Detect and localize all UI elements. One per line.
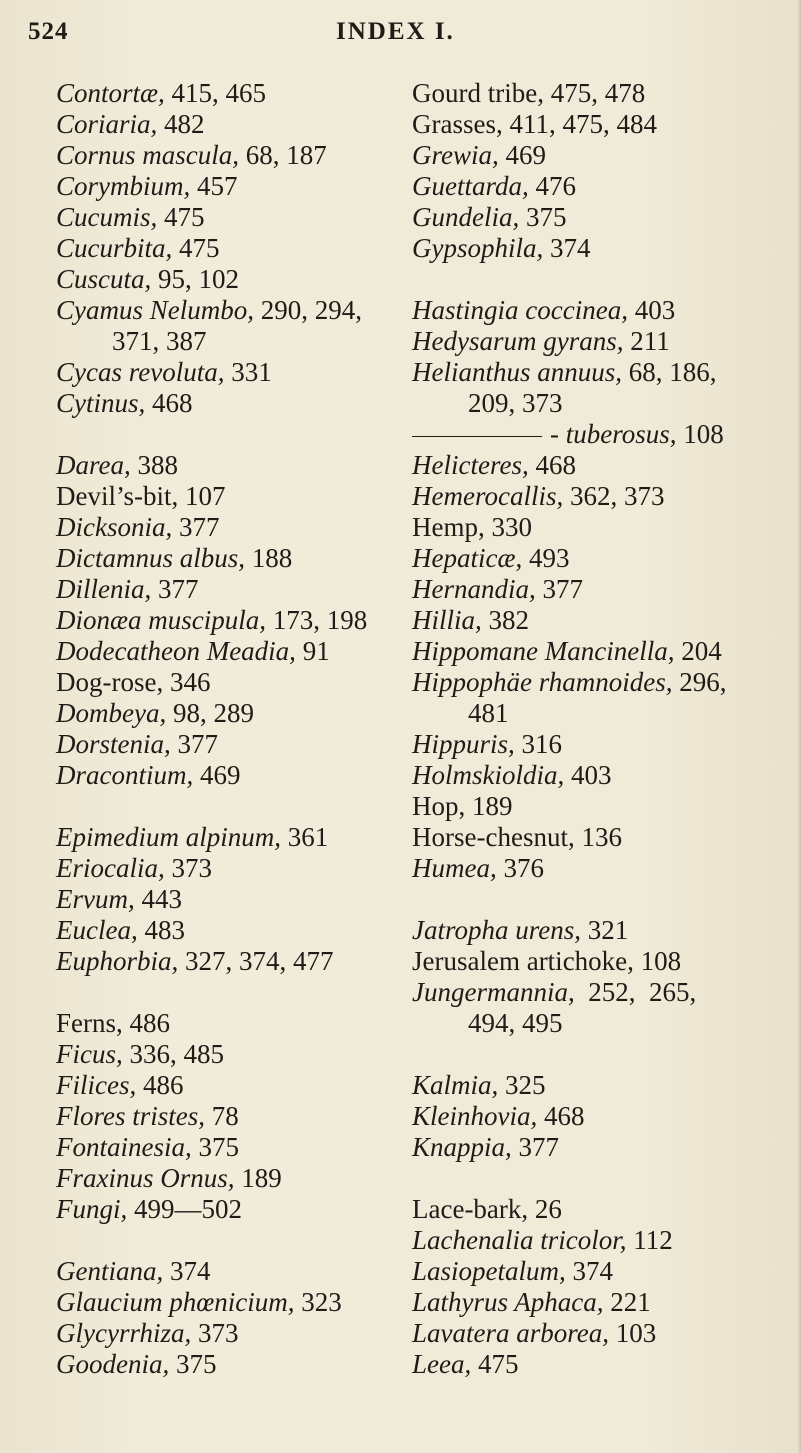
entry-name: Dictamnus albus, (56, 543, 245, 573)
entry-pages: 377 (535, 574, 583, 604)
index-entry (56, 1194, 401, 1225)
index-entry (56, 543, 401, 574)
index-entry (56, 109, 401, 140)
entry-name: Glaucium phœnicium, (56, 1287, 295, 1317)
entry-pages: 321 (581, 915, 629, 945)
entry-pages: 374 (163, 1256, 211, 1286)
entry-name: Hernandia, (412, 574, 536, 604)
entry-pages: 443 (134, 884, 182, 914)
index-entry (56, 264, 401, 295)
index-entry (56, 388, 401, 419)
entry-pages: 252, 265, (574, 977, 697, 1007)
entry-name: Flores tristes, (56, 1101, 206, 1131)
entry-pages: 103 (609, 1318, 657, 1348)
entry-pages: 494, 495 (468, 1008, 563, 1038)
index-entry (56, 729, 401, 760)
entry-name: Holmskioldia, (412, 760, 565, 790)
entry-pages: 371, 387 (112, 326, 207, 356)
running-head: INDEX I. (336, 18, 455, 45)
entry-name: Grewia, (412, 140, 499, 170)
entry-pages: 457 (190, 171, 238, 201)
entry-name: Lachenalia tricolor, (412, 1225, 627, 1255)
index-entry (56, 574, 401, 605)
entry-name: Corymbium, (56, 171, 191, 201)
entry-pages: 188 (245, 543, 293, 573)
entry-pages: 499—502 (127, 1194, 242, 1224)
entry-pages: 373 (164, 853, 212, 883)
entry-pages: Hop, 189 (412, 791, 513, 821)
index-entry (412, 822, 792, 853)
index-entry (56, 760, 401, 791)
entry-name: Dionæa muscipula, (56, 605, 267, 635)
index-entry (56, 357, 401, 388)
section-gap (56, 977, 401, 1008)
index-entry (56, 636, 401, 667)
index-entry (412, 853, 792, 884)
entry-pages: 376 (496, 853, 544, 883)
index-entry (412, 202, 792, 233)
entry-pages: 68, 187 (239, 140, 327, 170)
entry-pages: Devil’s-bit, 107 (56, 481, 226, 511)
entry-name: Dracontium, (56, 760, 194, 790)
index-entry (412, 140, 792, 171)
index-entry (412, 977, 792, 1008)
index-entry (412, 729, 792, 760)
index-entry (412, 481, 792, 512)
index-entry (412, 667, 792, 698)
entry-name: Filices, (56, 1070, 137, 1100)
entry-pages: 377 (170, 729, 218, 759)
entry-pages: 325 (498, 1070, 546, 1100)
page-edge-shadow (797, 0, 801, 1453)
index-entry (56, 512, 401, 543)
entry-pages: 108 (676, 419, 724, 449)
index-entry-continuation (412, 698, 792, 729)
entry-name: Hippophäe rhamnoides, (412, 667, 673, 697)
index-entry (412, 915, 792, 946)
entry-pages: Lace-bark, 26 (412, 1194, 562, 1224)
index-entry (412, 636, 792, 667)
entry-name: Lavatera arborea, (412, 1318, 609, 1348)
entry-name: Fungi, (56, 1194, 128, 1224)
entry-pages: 375 (519, 202, 567, 232)
index-entry (56, 884, 401, 915)
section-gap (412, 264, 792, 295)
index-entry (412, 1132, 792, 1163)
index-entry (56, 1349, 401, 1380)
index-entry (412, 543, 792, 574)
ditto-rule (412, 436, 542, 437)
section-gap (56, 419, 401, 450)
entry-pages: 403 (564, 760, 612, 790)
entry-name: Fontainesia, (56, 1132, 192, 1162)
entry-name: Gundelia, (412, 202, 520, 232)
entry-name: Jatropha urens, (412, 915, 581, 945)
entry-pages: 362, 373 (563, 481, 665, 511)
entry-name: Gentiana, (56, 1256, 164, 1286)
entry-pages: 468 (145, 388, 193, 418)
index-entry (56, 202, 401, 233)
entry-name: Cucumis, (56, 202, 158, 232)
entry-name: Coriaria, (56, 109, 158, 139)
entry-pages: 476 (528, 171, 576, 201)
entry-name: Gypsophila, (412, 233, 544, 263)
entry-pages: 204 (674, 636, 722, 666)
entry-name: Helicteres, (412, 450, 529, 480)
entry-name: Cycas revoluta, (56, 357, 225, 387)
index-entry (412, 450, 792, 481)
entry-name: Fraxinus Ornus, (56, 1163, 235, 1193)
index-entry-continuation (412, 388, 792, 419)
entry-pages: 415, 465 (164, 78, 267, 108)
index-entry (412, 171, 792, 202)
entry-pages: 382 (481, 605, 530, 635)
index-entry (56, 233, 401, 264)
section-gap (56, 1225, 401, 1256)
entry-pages: 221 (603, 1287, 651, 1317)
entry-pages: 211 (623, 326, 670, 356)
entry-pages: 189 (234, 1163, 282, 1193)
entry-pages: 78 (205, 1101, 239, 1131)
entry-name: Euphorbia, (56, 946, 179, 976)
entry-name: Guettarda, (412, 171, 529, 201)
index-entry (412, 1101, 792, 1132)
entry-pages: 290, 294, (254, 295, 362, 325)
entry-pages: 375 (169, 1349, 217, 1379)
entry-pages: Hemp, 330 (412, 512, 532, 542)
entry-name: Hippomane Mancinella, (412, 636, 675, 666)
entry-pages: 469 (193, 760, 241, 790)
entry-pages: 475 (172, 233, 220, 263)
entry-pages: 374 (565, 1256, 614, 1286)
entry-pages: 112 (626, 1225, 673, 1255)
index-entry (56, 1039, 401, 1070)
entry-name: Dicksonia, (56, 512, 173, 542)
entry-pages: 377 (511, 1132, 560, 1162)
index-entry (412, 605, 792, 636)
entry-pages: 375 (191, 1132, 239, 1162)
entry-name: Knappia, (412, 1132, 512, 1162)
entry-name: Hippuris, (412, 729, 515, 759)
entry-name: Glycyrrhiza, (56, 1318, 192, 1348)
entry-name: Hastingia coccinea, (412, 295, 628, 325)
entry-name: Hepaticæ, (412, 543, 523, 573)
entry-pages: 403 (627, 295, 676, 325)
entry-pages: Grasses, 411, 475, 484 (412, 109, 657, 139)
entry-name: Kalmia, (412, 1070, 499, 1100)
entry-pages: 336, 485 (122, 1039, 224, 1069)
index-entry (56, 1318, 401, 1349)
entry-name: Cuscuta, (56, 264, 152, 294)
entry-pages: 468 (537, 1101, 585, 1131)
index-entry (56, 295, 401, 326)
entry-name: Eriocalia, (56, 853, 165, 883)
entry-pages: 486 (136, 1070, 184, 1100)
index-entry (412, 233, 792, 264)
index-entry (56, 1101, 401, 1132)
entry-name: Lasiopetalum, (412, 1256, 566, 1286)
index-entry (56, 171, 401, 202)
entry-pages: 95, 102 (151, 264, 240, 294)
index-entry (412, 295, 792, 326)
entry-name: Cucurbita, (56, 233, 173, 263)
entry-name: Humea, (412, 853, 497, 883)
entry-pages: 361 (280, 822, 329, 852)
entry-name: Ervum, (56, 884, 135, 914)
entry-name: Leea, (412, 1349, 472, 1379)
entry-name: Epimedium alpinum, (56, 822, 281, 852)
entry-name: Cyamus Nelumbo, (56, 295, 254, 325)
entry-pages: 482 (157, 109, 205, 139)
index-entry (56, 667, 401, 698)
entry-name: Goodenia, (56, 1349, 170, 1379)
index-entry (56, 605, 401, 636)
entry-name: Hillia, (412, 605, 482, 635)
section-gap (412, 884, 792, 915)
section-gap (412, 1039, 792, 1070)
index-entry (412, 78, 792, 109)
entry-name: Cytinus, (56, 388, 146, 418)
entry-pages: 377 (172, 512, 220, 542)
entry-name: Lathyrus Aphaca, (412, 1287, 604, 1317)
index-entry (412, 419, 792, 450)
section-gap (412, 1163, 792, 1194)
entry-pages: 388 (130, 450, 178, 480)
index-entry (412, 1225, 792, 1256)
entry-pages: 209, 373 (468, 388, 563, 418)
index-entry (412, 791, 792, 822)
entry-pages: 377 (151, 574, 199, 604)
index-entry (56, 946, 401, 977)
entry-pages: 475 (157, 202, 205, 232)
entry-pages: 98, 289 (166, 698, 254, 728)
index-entry (56, 1070, 401, 1101)
entry-pages: 323 (294, 1287, 342, 1317)
index-entry (56, 1287, 401, 1318)
index-entry (412, 1318, 792, 1349)
entry-name: Dombeya, (56, 698, 167, 728)
entry-pages: 327, 374, 477 (178, 946, 334, 976)
index-entry (56, 481, 401, 512)
entry-pages: 68, 186, (622, 357, 717, 387)
entry-pages: 373 (191, 1318, 239, 1348)
entry-pages: 331 (224, 357, 272, 387)
index-entry (56, 1132, 401, 1163)
entry-name: Dillenia, (56, 574, 152, 604)
entry-name: Kleinhovia, (412, 1101, 538, 1131)
entry-pages: 374 (543, 233, 591, 263)
index-entry (56, 853, 401, 884)
entry-name: Contortæ, (56, 78, 165, 108)
section-gap (56, 791, 401, 822)
entry-pages: Horse-chesnut, 136 (412, 822, 622, 852)
entry-pages: 475 (471, 1349, 519, 1379)
entry-name: Hedysarum gyrans, (412, 326, 624, 356)
entry-pages: Dog-rose, 346 (56, 667, 211, 697)
index-entry (412, 326, 792, 357)
entry-pages: 481 (468, 698, 509, 728)
entry-name: Hemerocallis, (412, 481, 564, 511)
index-column-right (412, 78, 792, 1380)
index-entry (56, 140, 401, 171)
entry-name: Ficus, (56, 1039, 123, 1069)
index-entry (56, 78, 401, 109)
entry-pages: 469 (498, 140, 546, 170)
index-entry (412, 760, 792, 791)
page-header (28, 18, 773, 48)
index-entry (412, 1070, 792, 1101)
entry-pages: 296, (672, 667, 727, 697)
entry-name: Helianthus annuus, (412, 357, 623, 387)
entry-name: Jungermannia, (412, 977, 575, 1007)
index-entry (412, 1194, 792, 1225)
index-entry (412, 1287, 792, 1318)
entry-name: - tuberosus, (550, 419, 677, 449)
index-entry-continuation (412, 1008, 792, 1039)
index-entry (56, 698, 401, 729)
entry-name: Cornus mascula, (56, 140, 240, 170)
index-entry (56, 1163, 401, 1194)
index-entry-continuation (56, 326, 401, 357)
index-entry (56, 822, 401, 853)
index-entry (56, 915, 401, 946)
index-entry (412, 946, 792, 977)
entry-name: Darea, (56, 450, 131, 480)
index-entry (412, 109, 792, 140)
index-entry (412, 1349, 792, 1380)
page-number: 524 (28, 18, 69, 45)
entry-pages: 493 (522, 543, 570, 573)
index-column-left (56, 78, 401, 1380)
entry-pages: Gourd tribe, 475, 478 (412, 78, 646, 108)
entry-name: Dodecatheon Meadia, (56, 636, 296, 666)
entry-pages: Jerusalem artichoke, 108 (412, 946, 682, 976)
index-entry (56, 450, 401, 481)
entry-name: Dorstenia, (56, 729, 171, 759)
entry-name: Euclea, (56, 915, 138, 945)
index-entry (412, 574, 792, 605)
index-entry (412, 512, 792, 543)
entry-pages: 173, 198 (266, 605, 368, 635)
index-entry (56, 1008, 401, 1039)
entry-pages: 468 (528, 450, 576, 480)
entry-pages: Ferns, 486 (56, 1008, 170, 1038)
index-entry (56, 1256, 401, 1287)
entry-pages: 483 (137, 915, 185, 945)
entry-pages: 91 (295, 636, 330, 666)
index-entry (412, 1256, 792, 1287)
index-entry (412, 357, 792, 388)
entry-pages: 316 (514, 729, 563, 759)
